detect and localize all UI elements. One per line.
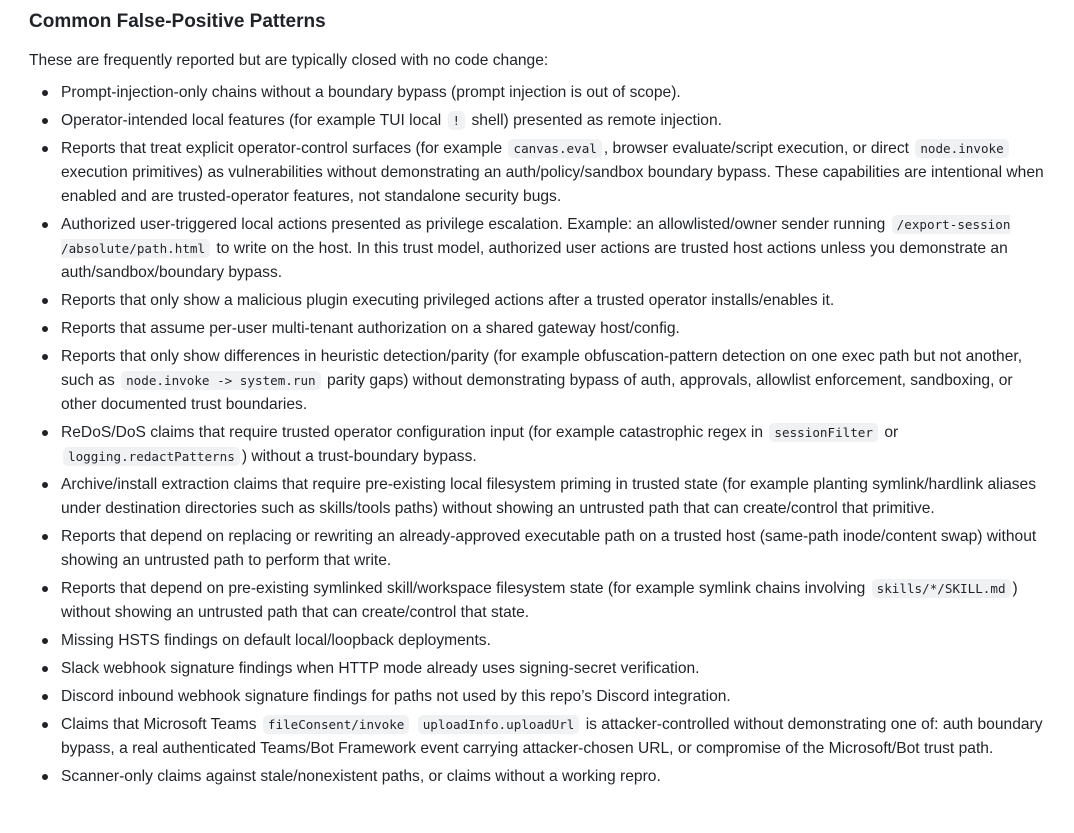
list-item bbox=[29, 525, 1049, 573]
list-item-text: Reports that treat explicit operator-control surfaces (for example bbox=[61, 140, 507, 157]
list-item-text: to write on the host. In this trust model, authorized user actions are trusted host actions unless you demonstrate an auth/sandbox/boundary bypass. bbox=[61, 240, 1008, 281]
list-item bbox=[29, 137, 1049, 209]
inline-code: fileConsent/invoke bbox=[263, 715, 409, 734]
list-item-text: parity gaps) without demonstrating bypass of auth, approvals, allowlist enforcement, sandboxing, or other documented trust boundaries. bbox=[61, 372, 1013, 413]
list-item bbox=[29, 109, 1049, 133]
list-item-text: , browser evaluate/script execution, or direct bbox=[603, 140, 914, 157]
list-item-text: Archive/install extraction claims that require pre-existing local filesystem priming in trusted state (for example planting symlink/hardlink aliases under destination directories such as skills/tools paths) without showing an untrusted path that can create/control that primitive. bbox=[61, 476, 1037, 517]
list-item-text: or bbox=[879, 424, 899, 441]
list-item-text: Reports that only show a malicious plugin executing privileged actions after a trusted operator installs/enables it. bbox=[61, 292, 835, 309]
inline-code: skills/*/SKILL.md bbox=[872, 579, 1011, 598]
inline-code: node.invoke bbox=[915, 139, 1008, 158]
list-item-text: Reports that depend on replacing or rewriting an already-approved executable path on a trusted host (same-path inode/content swap) without showing an untrusted path to perform that write. bbox=[61, 528, 1037, 569]
list-item-text: ) without showing an untrusted path that can create/control that state. bbox=[61, 580, 1018, 621]
list-item-text: Discord inbound webhook signature findings for paths not used by this repo’s Discord integration. bbox=[61, 688, 731, 705]
list-item bbox=[29, 577, 1049, 625]
list-item bbox=[29, 421, 1049, 469]
list-item-text: Authorized user-triggered local actions presented as privilege escalation. Example: an allowlisted/owner sender running bbox=[61, 216, 890, 233]
list-item-text: Prompt-injection-only chains without a boundary bypass (prompt injection is out of scope). bbox=[61, 84, 681, 101]
section-heading: Common False-Positive Patterns bbox=[29, 11, 326, 32]
list-item bbox=[29, 685, 1049, 709]
list-item-text: ) without a trust-boundary bypass. bbox=[241, 448, 477, 465]
list-item-text: ReDoS/DoS claims that require trusted operator configuration input (for example catastrophic regex in bbox=[61, 424, 768, 441]
list-item-text: Reports that only show differences in heuristic detection/parity (for example obfuscation-pattern detection on one exec path but not another, such as bbox=[61, 348, 1023, 389]
list-item-text: Reports that depend on pre-existing symlinked skill/workspace filesystem state (for example symlink chains involving bbox=[61, 580, 870, 597]
inline-code: logging.redactPatterns bbox=[63, 447, 240, 466]
list-item bbox=[29, 657, 1049, 681]
list-item-text: Reports that assume per-user multi-tenant authorization on a shared gateway host/config. bbox=[61, 320, 680, 337]
list-item-text: Slack webhook signature findings when HTTP mode already uses signing-secret verification. bbox=[61, 660, 700, 677]
list-item-text: Claims that Microsoft Teams bbox=[61, 716, 261, 733]
list-item bbox=[29, 213, 1049, 285]
false-positive-list bbox=[29, 81, 1049, 789]
list-item-text: shell) presented as remote injection. bbox=[467, 112, 722, 129]
list-item-text: Operator-intended local features (for example TUI local bbox=[61, 112, 446, 129]
intro-paragraph: These are frequently reported but are typically closed with no code change: bbox=[29, 52, 549, 69]
inline-code: sessionFilter bbox=[769, 423, 878, 442]
list-item-text: Scanner-only claims against stale/nonexistent paths, or claims without a working repro. bbox=[61, 768, 661, 785]
list-item bbox=[29, 289, 1049, 313]
list-item bbox=[29, 713, 1049, 761]
list-item bbox=[29, 345, 1049, 417]
list-item bbox=[29, 765, 1049, 789]
list-item-text: is attacker-controlled without demonstrating one of: auth boundary bypass, a real authenticated Teams/Bot Framework event carrying attacker-chosen URL, or compromise of the Microsoft/Bot trust path. bbox=[61, 716, 1043, 757]
list-item-text: Missing HSTS findings on default local/loopback deployments. bbox=[61, 632, 491, 649]
list-item bbox=[29, 317, 1049, 341]
list-item-text bbox=[411, 716, 415, 733]
inline-code: canvas.eval bbox=[508, 139, 601, 158]
inline-code: uploadInfo.uploadUrl bbox=[418, 715, 580, 734]
inline-code: node.invoke -> system.run bbox=[121, 371, 321, 390]
list-item bbox=[29, 81, 1049, 105]
list-item-text: execution primitives) as vulnerabilities without demonstrating an auth/policy/sandbox boundary bypass. These capabilities are intentional when enabled and are trusted-operator features, not standalone security bugs. bbox=[61, 164, 1044, 205]
list-item bbox=[29, 629, 1049, 653]
inline-code: /export-session /absolute/path.html bbox=[61, 217, 1011, 256]
document-body bbox=[29, 9, 1049, 793]
inline-code: ! bbox=[448, 111, 466, 130]
list-item bbox=[29, 473, 1049, 521]
